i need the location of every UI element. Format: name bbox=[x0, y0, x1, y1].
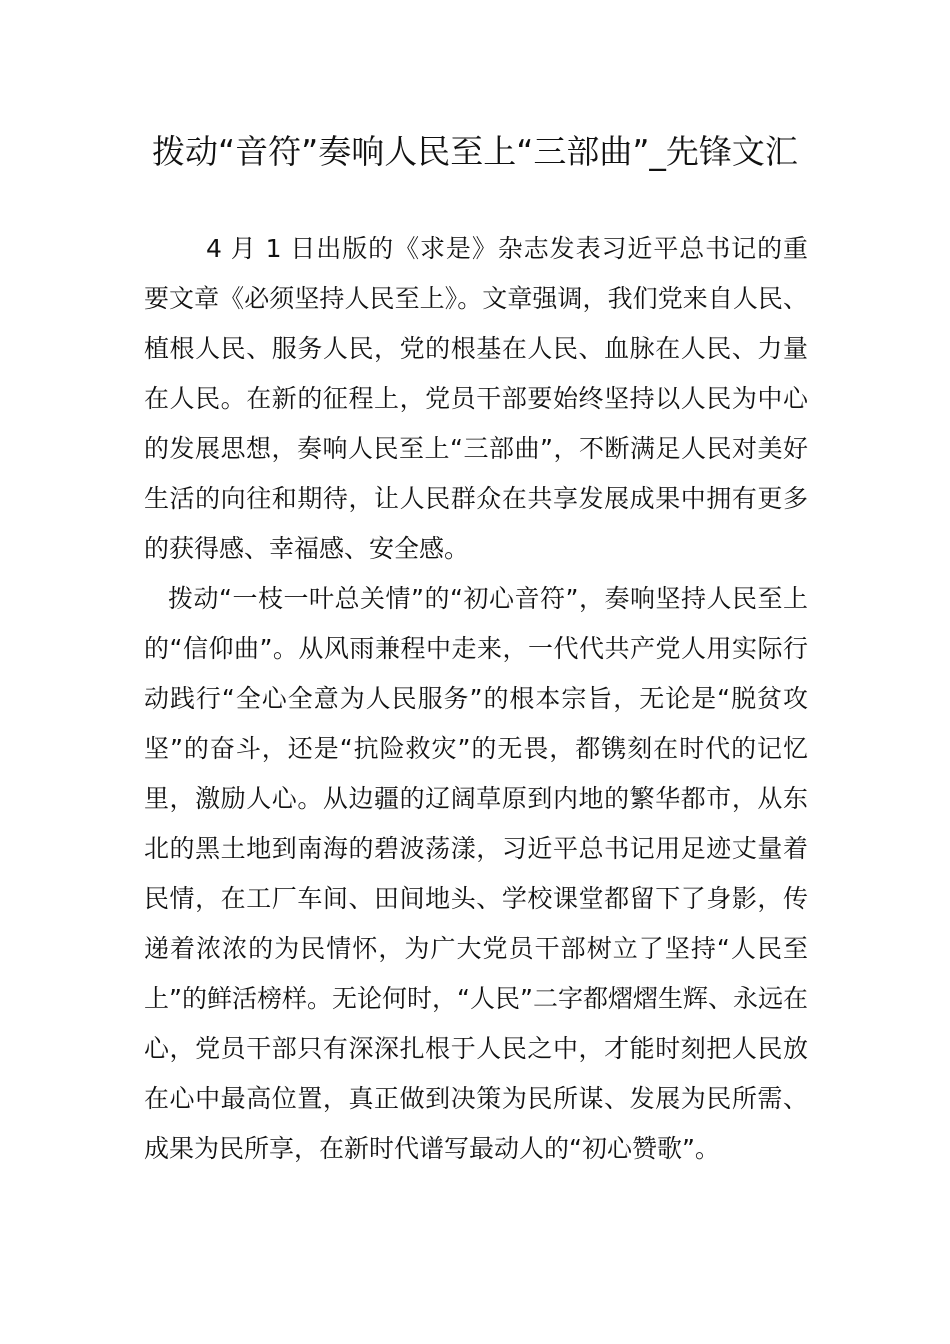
document-body bbox=[144, 224, 808, 1174]
document-title: 拨动“音符”奏响人民至上“三部曲”_先锋文汇 bbox=[152, 132, 798, 171]
paragraph-1: 4 月 1 日出版的《求是》杂志发表习近平总书记的重要文章《必须坚持人民至上》。文章强调，我们党来自人民、植根人民、服务人民，党的根基在人民、血脉在人民、力量在人民。在新的征程上，党员干部要始终坚持以人民为中心的发展思想，奏响人民至上“三部曲”，不断满足人民对美好生活的向往和期待，让人民群众在共享发展成果中拥有更多的获得感、幸福感、安全感。 bbox=[144, 234, 808, 563]
paragraph-2: 拨动“一枝一叶总关情”的“初心音符”，奏响坚持人民至上的“信仰曲”。从风雨兼程中走来，一代代共产党人用实际行动践行“全心全意为人民服务”的根本宗旨，无论是“脱贫攻坚”的奋斗，还是“抗险救灾”的无畏，都镌刻在时代的记忆里，激励人心。从边疆的辽阔草原到内地的繁华都市，从东北的黑土地到南海的碧波荡漾，习近平总书记用足迹丈量着民情，在工厂车间、田间地头、学校课堂都留下了身影，传递着浓浓的为民情怀，为广大党员干部树立了坚持“人民至上”的鲜活榜样。无论何时，“人民”二字都熠熠生辉、永远在心，党员干部只有深深扎根于人民之中，才能时刻把人民放在心中最高位置，真正做到决策为民所谋、发展为民所需、成果为民所享，在新时代谱写最动人的“初心赞歌”。 bbox=[144, 584, 808, 1163]
